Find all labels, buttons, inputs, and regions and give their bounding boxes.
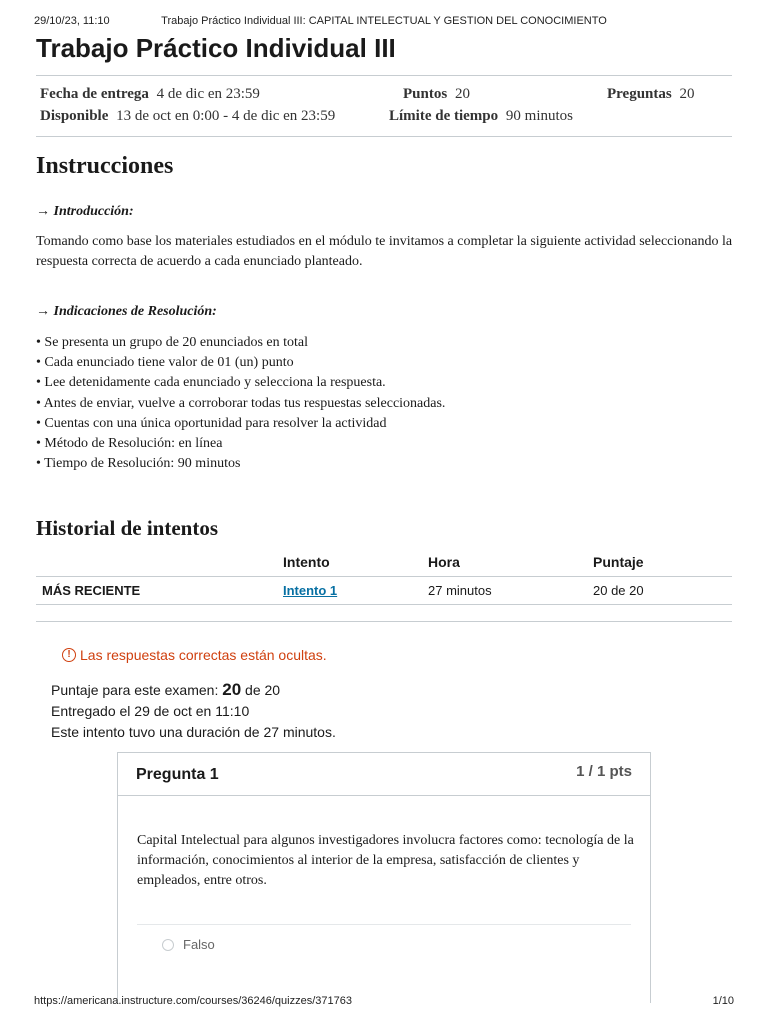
time-limit-value: 90 minutos (505, 108, 573, 124)
due-date-label: Fecha de entrega (40, 86, 149, 102)
score-line (51, 679, 336, 701)
list-item: • Método de Resolución: en línea (36, 434, 445, 454)
attempt-cell (283, 577, 428, 605)
table-row (36, 577, 732, 605)
row-label: MÁS RECIENTE (36, 577, 283, 605)
attempt-history-table (36, 548, 732, 605)
column-header-score: Puntaje (593, 548, 732, 577)
questions-value: 20 (679, 86, 695, 102)
instructions-heading: Instrucciones (36, 153, 174, 179)
hidden-answers-notice (62, 647, 327, 663)
submission-summary (51, 679, 336, 743)
question-header (118, 753, 650, 796)
time-cell: 27 minutos (428, 577, 593, 605)
answer-option[interactable] (162, 937, 215, 952)
score-suffix: de 20 (245, 682, 281, 698)
availability-value: 13 de oct en 0:00 - 4 de dic en 23:59 (116, 108, 336, 124)
score-value: 20 (222, 680, 242, 699)
attempt-history-heading: Historial de intentos (36, 516, 218, 540)
radio-button[interactable] (162, 939, 174, 951)
list-item: • Tiempo de Resolución: 90 minutos (36, 454, 445, 474)
list-item: • Cuentas con una única oportunidad para resolver la actividad (36, 414, 445, 434)
score-prefix: Puntaje para este examen: (51, 682, 219, 698)
print-url: https://americana.instructure.com/courses/36246/quizzes/371763 (34, 995, 352, 1007)
question-text: Capital Intelectual para algunos investigadores involucra factores como: tecnología de la información, conocimientos al interior de la empresa, satisfacción de clientes y empleados, entre otros. (137, 833, 634, 888)
print-footer (34, 995, 734, 1011)
column-header-time: Hora (428, 548, 593, 577)
duration-line: Este intento tuvo una duración de 27 minutos. (51, 724, 336, 740)
time-limit (389, 108, 573, 125)
quiz-details (36, 75, 732, 137)
introduction-text: Tomando como base los materiales estudiados en el módulo te invitamos a completar la siguiente actividad seleccionando la respuesta correcta de acuerdo a cada enunciado planteado. (36, 234, 733, 269)
availability (40, 108, 335, 125)
time-limit-label: Límite de tiempo (389, 108, 499, 124)
column-header-blank (36, 548, 283, 577)
due-date-value: 4 de dic en 23:59 (156, 86, 260, 102)
question-points: 1 / 1 pts (576, 763, 632, 780)
question-card (117, 752, 651, 1003)
list-item: • Lee detenidamente cada enunciado y selecciona la respuesta. (36, 373, 445, 393)
questions-count (607, 86, 694, 103)
warning-icon: ! (62, 648, 76, 662)
availability-label: Disponible (40, 108, 109, 124)
questions-label: Preguntas (607, 86, 672, 102)
introduction-heading: → Introducción: (36, 204, 134, 219)
divider (36, 621, 732, 622)
notice-text: Las respuestas correctas están ocultas. (80, 647, 327, 663)
column-header-attempt: Intento (283, 548, 428, 577)
due-date (40, 86, 260, 103)
attempt-link[interactable]: Intento 1 (283, 583, 338, 598)
resolution-list (36, 333, 445, 474)
score-cell: 20 de 20 (593, 577, 732, 605)
resolution-heading: → Indicaciones de Resolución: (36, 304, 217, 319)
list-item: • Cada enunciado tiene valor de 01 (un) punto (36, 353, 445, 373)
divider (137, 924, 631, 925)
print-timestamp: 29/10/23, 11:10 (34, 15, 110, 27)
points-label: Puntos (403, 86, 448, 102)
list-item: • Antes de enviar, vuelve a corroborar todas tus respuestas seleccionadas. (36, 394, 445, 414)
print-header (34, 15, 734, 31)
print-document-title: Trabajo Práctico Individual III: CAPITAL INTELECTUAL Y GESTION DEL CONOCIMIENTO (161, 15, 607, 27)
page-number: 1/10 (712, 995, 734, 1007)
table-header-row (36, 548, 732, 577)
points-value: 20 (454, 86, 470, 102)
points (403, 86, 470, 103)
submitted-line: Entregado el 29 de oct en 11:10 (51, 703, 250, 719)
option-label: Falso (183, 937, 215, 952)
page-title: Trabajo Práctico Individual III (36, 33, 396, 63)
list-item: • Se presenta un grupo de 20 enunciados en total (36, 333, 445, 353)
question-title: Pregunta 1 (136, 766, 219, 783)
